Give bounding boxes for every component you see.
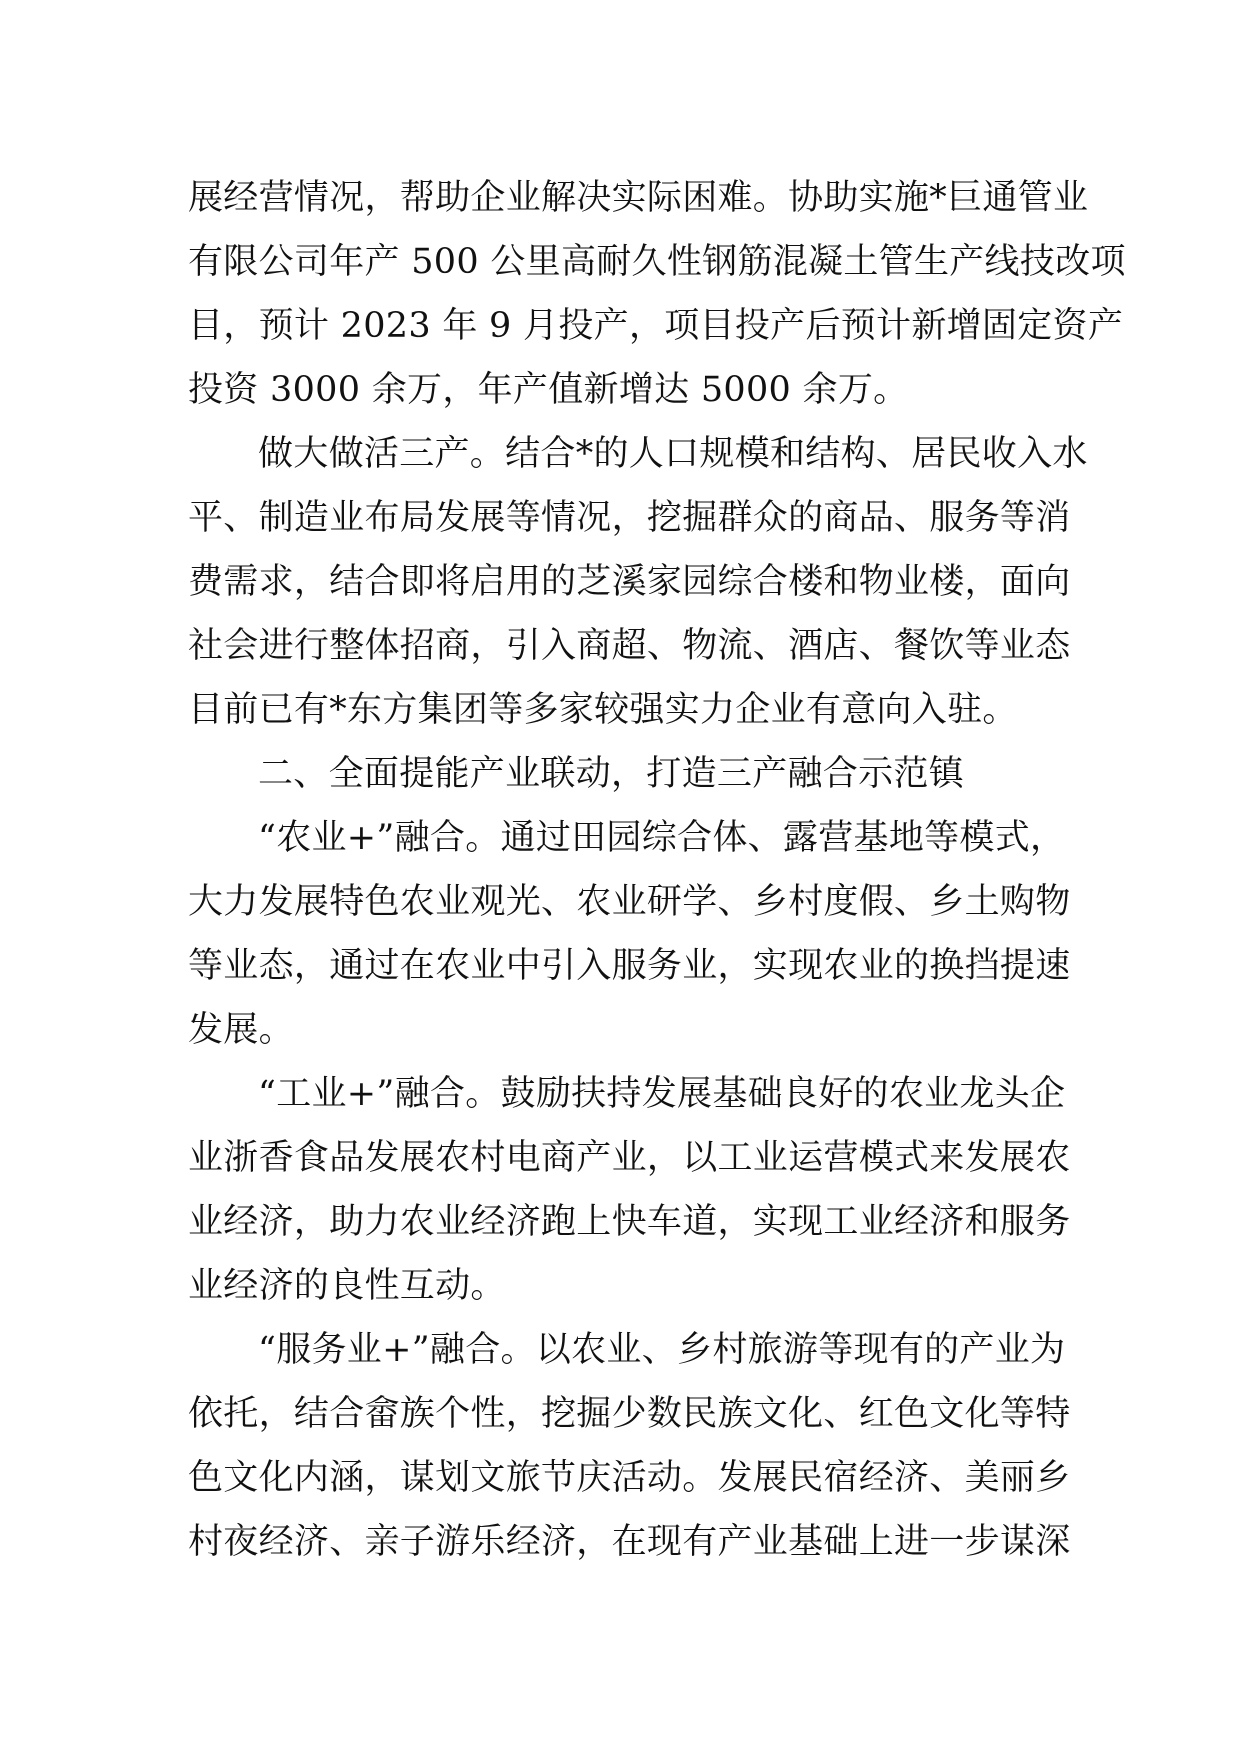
- paragraph-first-line: “农业+”融合。通过田园综合体、露营基地等模式，: [258, 818, 1066, 858]
- text-line: 大力发展特色农业观光、农业研学、乡村度假、乡土购物: [188, 882, 1071, 922]
- text-line: 社会进行整体招商，引入商超、物流、酒店、餐饮等业态: [188, 626, 1071, 666]
- text-line: 有限公司年产 500 公里高耐久性钢筋混凝土管生产线技改项: [188, 242, 1126, 282]
- text-line: 发展。: [188, 1010, 294, 1050]
- text-line: 目，预计 2023 年 9 月投产，项目投产后预计新增固定资产: [188, 306, 1124, 346]
- paragraph-first-line: “工业+”融合。鼓励扶持发展基础良好的农业龙头企: [258, 1074, 1066, 1114]
- text-line: 村夜经济、亲子游乐经济，在现有产业基础上进一步谋深: [188, 1522, 1071, 1562]
- text-line: 投资 3000 余万，年产值新增达 5000 余万。: [188, 370, 909, 410]
- text-line: 展经营情况，帮助企业解决实际困难。协助实施*巨通管业: [188, 178, 1089, 218]
- paragraph-first-line: “服务业+”融合。以农业、乡村旅游等现有的产业为: [258, 1330, 1066, 1370]
- text-line: 目前已有*东方集团等多家较强实力企业有意向入驻。: [188, 690, 1018, 730]
- text-line: 等业态，通过在农业中引入服务业，实现农业的换挡提速: [188, 946, 1071, 986]
- text-line: 业经济的良性互动。: [188, 1266, 506, 1306]
- text-line: 费需求，结合即将启用的芝溪家园综合楼和物业楼，面向: [188, 562, 1071, 602]
- text-line: 业浙香食品发展农村电商产业，以工业运营模式来发展农: [188, 1138, 1071, 1178]
- paragraph-first-line: 做大做活三产。结合*的人口规模和结构、居民收入水: [258, 434, 1088, 474]
- text-line: 平、制造业布局发展等情况，挖掘群众的商品、服务等消: [188, 498, 1071, 538]
- text-line: 色文化内涵，谋划文旅节庆活动。发展民宿经济、美丽乡: [188, 1458, 1071, 1498]
- text-line: 业经济，助力农业经济跑上快车道，实现工业经济和服务: [188, 1202, 1071, 1242]
- text-line: 依托，结合畲族个性，挖掘少数民族文化、红色文化等特: [188, 1394, 1071, 1434]
- section-heading: 二、全面提能产业联动，打造三产融合示范镇: [258, 754, 965, 794]
